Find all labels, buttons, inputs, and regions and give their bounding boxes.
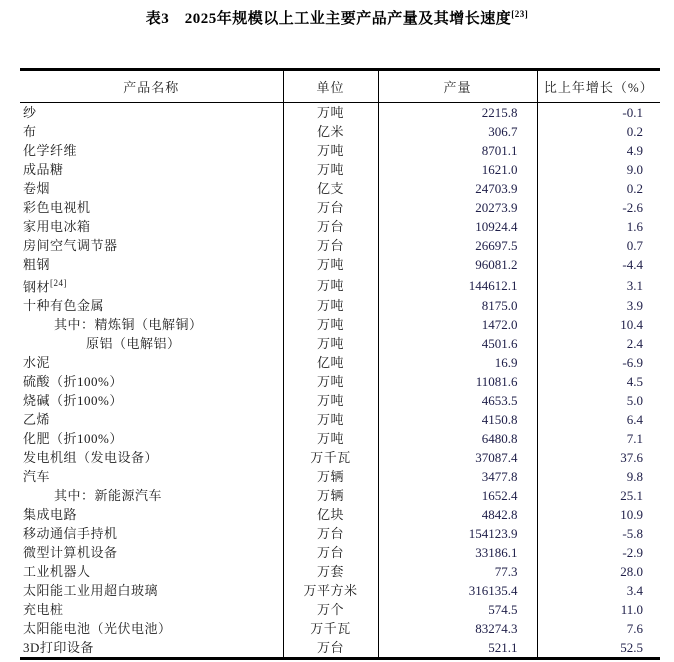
table-row [20, 122, 660, 141]
table-row [20, 198, 660, 217]
growth-value-cell: -5.8 [622, 526, 643, 542]
unit-cell: 万辆 [283, 486, 378, 505]
table-row [20, 486, 660, 505]
table-body [20, 103, 660, 659]
product-name-cell: 太阳能工业用超白玻璃 [20, 581, 283, 600]
unit-cell: 万台 [283, 543, 378, 562]
growth-value-cell: 4.9 [626, 143, 643, 158]
output-value-cell: 1652.4 [378, 486, 537, 505]
product-name-cell: 钢材[24] [20, 274, 283, 296]
unit-cell: 万千瓦 [283, 448, 378, 467]
table-row [20, 103, 660, 123]
unit-cell: 万吨 [283, 160, 378, 179]
output-value-cell: 1472.0 [378, 315, 537, 334]
unit-cell: 万套 [283, 562, 378, 581]
unit-cell: 万吨 [283, 255, 378, 274]
footnote-ref: [24] [50, 278, 68, 288]
table-row [20, 391, 660, 410]
growth-value-cell: 52.5 [620, 640, 643, 656]
header-growth: 比上年增长（%） [537, 70, 660, 103]
table-row [20, 543, 660, 562]
table-row [20, 255, 660, 274]
output-value-cell: 24703.9 [378, 179, 537, 198]
growth-value-cell: 3.4 [626, 583, 643, 599]
unit-cell: 万台 [283, 638, 378, 659]
unit-cell: 万台 [283, 236, 378, 255]
unit-cell: 万吨 [283, 141, 378, 160]
industrial-output-table [20, 68, 660, 660]
header-unit: 单位 [283, 70, 378, 103]
output-value-cell: 37087.4 [378, 448, 537, 467]
output-value-cell: 3477.8 [378, 467, 537, 486]
table-row [20, 524, 660, 543]
output-value-cell: 4150.8 [378, 410, 537, 429]
unit-cell: 万吨 [283, 334, 378, 353]
table-row [20, 179, 660, 198]
product-name-cell: 成品糖 [20, 160, 283, 179]
table-row [20, 505, 660, 524]
unit-cell: 万辆 [283, 467, 378, 486]
product-name-cell: 十种有色金属 [20, 296, 283, 315]
table-row [20, 600, 660, 619]
product-name-cell: 太阳能电池（光伏电池） [20, 619, 283, 638]
unit-cell: 万吨 [283, 372, 378, 391]
product-name-cell: 其中：新能源汽车 [20, 486, 283, 505]
growth-value-cell: -6.9 [622, 355, 643, 371]
product-name-cell: 卷烟 [20, 179, 283, 198]
page-title-footnote-ref: [23] [511, 9, 529, 19]
output-value-cell: 16.9 [378, 353, 537, 372]
unit-cell: 万吨 [283, 391, 378, 410]
unit-cell: 万台 [283, 217, 378, 236]
output-value-cell: 33186.1 [378, 543, 537, 562]
table-row [20, 619, 660, 638]
growth-value-cell: -0.1 [622, 105, 643, 120]
table-row [20, 581, 660, 600]
growth-value-cell: 5.0 [626, 393, 643, 409]
header-product-name: 产品名称 [20, 70, 283, 103]
header-output: 产量 [378, 70, 537, 103]
product-name-cell: 化肥（折100%） [20, 429, 283, 448]
growth-value-cell: 9.8 [626, 469, 643, 485]
growth-value-cell: 37.6 [620, 450, 643, 466]
product-name-cell: 集成电路 [20, 505, 283, 524]
growth-value-cell: 3.9 [626, 298, 643, 314]
growth-value-cell: 7.6 [626, 621, 643, 637]
output-value-cell: 144612.1 [378, 274, 537, 296]
product-name-cell: 纱 [20, 103, 283, 123]
growth-value-cell: 11.0 [620, 602, 643, 618]
unit-cell: 亿块 [283, 505, 378, 524]
unit-cell: 万吨 [283, 315, 378, 334]
table-row [20, 353, 660, 372]
growth-value-cell: 7.1 [626, 431, 643, 447]
product-name-cell: 3D打印设备 [20, 638, 283, 659]
growth-value-cell: 10.4 [620, 317, 643, 333]
output-value-cell: 154123.9 [378, 524, 537, 543]
unit-cell: 亿吨 [283, 353, 378, 372]
product-name-cell: 烧碱（折100%） [20, 391, 283, 410]
unit-cell: 万台 [283, 524, 378, 543]
table-row [20, 410, 660, 429]
product-name-cell: 充电桩 [20, 600, 283, 619]
output-value-cell: 96081.2 [378, 255, 537, 274]
growth-value-cell: -4.4 [622, 257, 643, 272]
product-name-cell: 房间空气调节器 [20, 236, 283, 255]
growth-value-cell: 0.2 [626, 124, 643, 139]
product-name-cell: 其中：精炼铜（电解铜） [20, 315, 283, 334]
output-value-cell: 26697.5 [378, 236, 537, 255]
output-value-cell: 77.3 [378, 562, 537, 581]
table-row [20, 315, 660, 334]
product-name-cell: 工业机器人 [20, 562, 283, 581]
output-value-cell: 8701.1 [378, 141, 537, 160]
product-name-cell: 硫酸（折100%） [20, 372, 283, 391]
output-value-cell: 8175.0 [378, 296, 537, 315]
growth-value-cell: -2.6 [622, 200, 643, 215]
unit-cell: 万吨 [283, 296, 378, 315]
unit-cell: 万平方米 [283, 581, 378, 600]
growth-value-cell: 2.4 [626, 336, 643, 352]
output-value-cell: 10924.4 [378, 217, 537, 236]
unit-cell: 万吨 [283, 410, 378, 429]
output-value-cell: 4501.6 [378, 334, 537, 353]
growth-value-cell: 10.9 [620, 507, 643, 523]
table-header [20, 70, 660, 103]
unit-cell: 万个 [283, 600, 378, 619]
product-name-cell: 原铝（电解铝） [20, 334, 283, 353]
table-row [20, 372, 660, 391]
growth-value-cell: 9.0 [626, 162, 643, 177]
output-value-cell: 20273.9 [378, 198, 537, 217]
table-row [20, 296, 660, 315]
growth-value-cell: -2.9 [622, 545, 643, 561]
output-value-cell: 574.5 [378, 600, 537, 619]
table-row [20, 141, 660, 160]
table-row [20, 562, 660, 581]
product-name-cell: 粗钢 [20, 255, 283, 274]
product-name-cell: 家用电冰箱 [20, 217, 283, 236]
unit-cell: 亿米 [283, 122, 378, 141]
unit-cell: 万千瓦 [283, 619, 378, 638]
growth-value-cell: 28.0 [620, 564, 643, 580]
unit-cell: 万吨 [283, 103, 378, 123]
unit-cell: 万吨 [283, 274, 378, 296]
table-row [20, 467, 660, 486]
table-row [20, 217, 660, 236]
product-name-cell: 化学纤维 [20, 141, 283, 160]
output-value-cell: 11081.6 [378, 372, 537, 391]
output-value-cell: 2215.8 [378, 103, 537, 123]
table-row [20, 236, 660, 255]
growth-value-cell: 0.7 [626, 238, 643, 253]
output-value-cell: 4842.8 [378, 505, 537, 524]
product-name-cell: 移动通信手持机 [20, 524, 283, 543]
growth-value-cell: 1.6 [626, 219, 643, 234]
growth-value-cell: 6.4 [626, 412, 643, 428]
output-value-cell: 83274.3 [378, 619, 537, 638]
unit-cell: 亿支 [283, 179, 378, 198]
unit-cell: 万吨 [283, 429, 378, 448]
page-title-text: 表3 2025年规模以上工业主要产品产量及其增长速度 [145, 11, 512, 27]
output-value-cell: 4653.5 [378, 391, 537, 410]
table-row [20, 448, 660, 467]
product-name-cell: 乙烯 [20, 410, 283, 429]
table-row [20, 638, 660, 659]
product-name-cell: 汽车 [20, 467, 283, 486]
product-name-cell: 微型计算机设备 [20, 543, 283, 562]
table-row [20, 334, 660, 353]
output-value-cell: 306.7 [378, 122, 537, 141]
unit-cell: 万台 [283, 198, 378, 217]
output-value-cell: 6480.8 [378, 429, 537, 448]
table-row [20, 429, 660, 448]
product-name-cell: 水泥 [20, 353, 283, 372]
growth-value-cell: 0.2 [626, 181, 643, 196]
output-value-cell: 316135.4 [378, 581, 537, 600]
page-title [0, 7, 674, 28]
growth-value-cell: 25.1 [620, 488, 643, 504]
growth-value-cell: 4.5 [626, 374, 643, 390]
product-name-cell: 布 [20, 122, 283, 141]
growth-value-cell: 3.1 [626, 277, 643, 293]
product-name-cell: 发电机组（发电设备） [20, 448, 283, 467]
table-row [20, 160, 660, 179]
product-name-cell: 彩色电视机 [20, 198, 283, 217]
output-value-cell: 521.1 [378, 638, 537, 659]
table-row [20, 274, 660, 296]
output-value-cell: 1621.0 [378, 160, 537, 179]
table-header-row [20, 70, 660, 103]
